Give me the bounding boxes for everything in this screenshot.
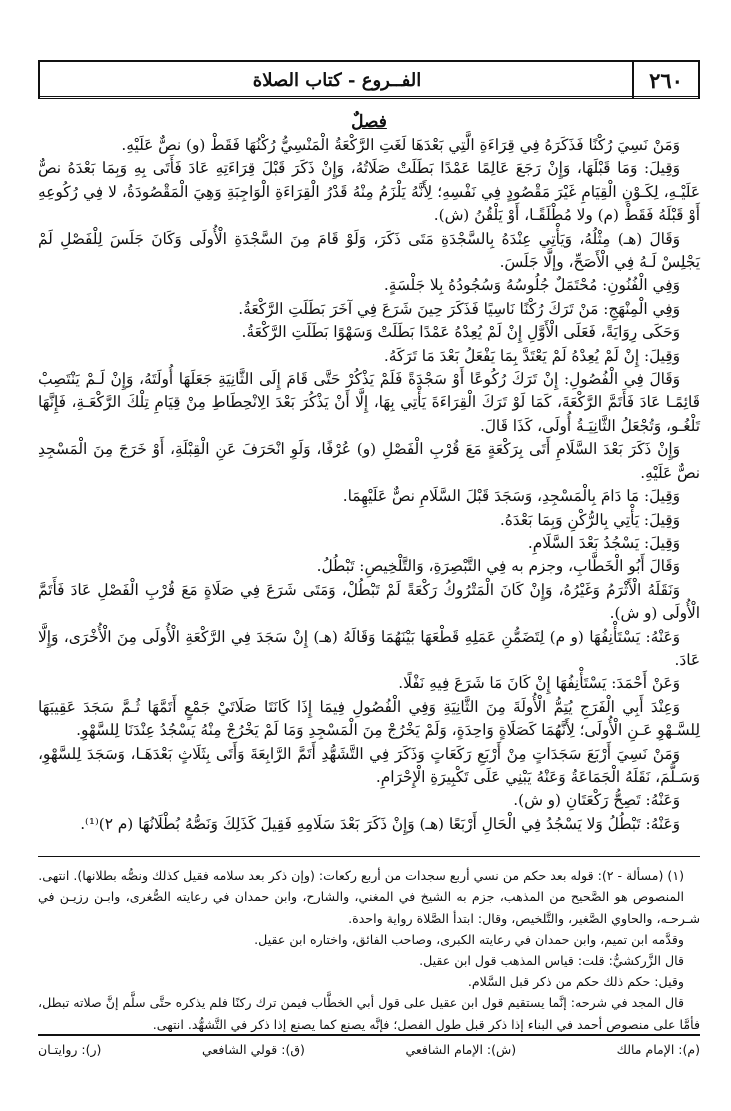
legend-two-narrations: (ر): روايتـان [38, 1042, 102, 1057]
footnote: وقيل: حكم ذلك حكم من ذكر قبل السَّلام. [467, 974, 684, 990]
footnote-separator [38, 856, 700, 857]
paragraph: وَعَنْهُ: تَصِحُّ رَكْعَتَانِ (و ش). [513, 791, 680, 810]
paragraph: وَإِنْ ذَكَرَ بَعْدَ السَّلَامِ أَتَى بِرَكْعَةٍ مَعَ قُرْبِ الْفَصْلِ (و) عُرْفًا، وَلَوِ انْحَرَفَ عَنِ الْقِبْلَةِ، أَوْ خَرَجَ مِنَ الْمَسْجِدِ نصٌّ عَلَيْهِ. [38, 440, 700, 482]
page-header [38, 60, 700, 98]
footnote: (١) (مسألة - ٢): قوله بعد حكم من نسي أربع سجدات من أربع ركعات: (وإن ذكر بعد سلامه فقيل كذلك ونصُّه بطلانها). انتهى. [38, 868, 684, 884]
paragraph: وَنَقَلَهُ الْأَثْرَمُ وَغَيْرُهُ، وَإِنْ كَانَ الْمَتْرُوكُ رَكْعَةً لَمْ تَبْطُلْ، وَمَتَى شَرَعَ فِي صَلَاةٍ مَعَ قُرْبِ الْفَصْلِ عَادَ فَأَتَمَّ الْأُولَى (و ش). [38, 580, 700, 623]
paragraph: وَقَالَ فِي الْفُصُولِ: إِنْ تَرَكَ رُكُوعًا أَوْ سَجْدَةً فَلَمْ يَذْكُرْ حَتَّى قَامَ إِلَى الثَّانِيَةِ جَعَلَهَا أُولَتَهُ، وَإِنْ لَـمْ يَنْتَصِبْ قَائِمًـا عَادَ فَأَتَمَّ الرَّكْعَةَ، كَمَا لَوْ تَرَكَ الْقِرَاءَةَ يَأْتِي بِهَا، إِلَّا أَنْ يَذْكُرَ بَعْدَ الِانْحِطَاطِ مِنْ قِيَامِ تِلْكَ الرَّكْعَـةِ، فَإِنَّهَا تَلْغُـو، وَتُجْعَلُ الثَّانِيَـةُ أُولَى، كَذَا قَالَ. [38, 370, 700, 435]
paragraph: وَعَنْهُ: تَبْطُلُ وَلا يَسْجُدُ فِي الْحَالِ أَرْبَعًا (هـ) وَإِنْ ذَكَرَ بَعْدَ سَلَامِهِ فَقِيلَ كَذَلِكَ وَنَصُّهُ بُطْلَانُهَا (م ٢)⁽¹⁾. [80, 814, 680, 833]
page-number: ٢٦٠ [632, 62, 698, 98]
paragraph: وَمَنْ نَسِيَ أَرْبَعَ سَجَدَاتٍ مِنْ أَرْبَعِ رَكَعَاتٍ وَذَكَرَ فِي التَّشَهُّدِ أَتَمَّ الرَّابِعَةَ وَأَتَى بِثَلَاثٍ بَعْدَهَـا، وَسَجَدَ لِلسَّهْوِ، وَسَـلَّمَ، نَقَلَهُ الْجَمَاعَةُ وَعَنْهُ يَبْنِي عَلَى تَكْبِيرَةِ الْإِحْرَامِ. [38, 744, 700, 786]
running-title: الفــروع - كتاب الصلاة [252, 69, 422, 91]
legend-shafii-two-opinions: (ق): قولي الشافعي [201, 1042, 305, 1057]
abbreviation-legend [38, 1034, 700, 1057]
paragraph: وَقِيلَ: يَسْجُدُ بَعْدَ السَّلَامِ. [527, 533, 680, 552]
section-heading: فصلٌ [351, 112, 387, 132]
paragraph: وَقَالَ أَبُو الْخَطَّابِ، وجزم به فِي التَّبْصِرَةِ، وَالتَّلْخِيصِ: تَبْطُلُ. [316, 557, 680, 576]
paragraph: وَقِيلَ: يَأْتِي بِالرُّكْنِ وَبِمَا بَعْدَهُ. [499, 510, 680, 529]
paragraph: وَفِي الْفُنُونِ: مُحْتَمَلٌ جُلُوسُهُ وَسُجُودُهُ بِلا جَلْسَةٍ. [383, 276, 680, 295]
paragraph: وَقِيلَ: مَا دَامَ بِالْمَسْجِدِ، وَسَجَدَ قَبْلَ السَّلَامِ نصٌّ عَلَيْهِمَا. [342, 487, 680, 506]
legend-shafii: (ش): الإمام الشافعي [405, 1042, 517, 1057]
paragraph: وَقَالَ (هـ) مِثْلُهُ، وَيَأْتِي عِنْدَهُ بِالسَّجْدَةِ مَتَى ذَكَرَ، وَلَوْ قَامَ مِنَ السَّجْدَةِ الْأُولَى وَكَانَ جَلَسَ لِلْفَصْلِ لَمْ يَجْلِسْ لَـهُ فِي الْأَصَحِّ، وإلَّا جَلَسَ. [38, 229, 700, 272]
footnote: قال المجد في شرحه: إنَّما يستقيم قول ابن عقيل على قول أبي الخطَّاب فيمن ترك ركنًا فلم يذكره حتَّى سلَّم إنَّ صلاته تبطل، فأمَّا على منصوص أحمد في البناء إذا ذكر قبل طول الفصل؛ فإنَّه يصنع كما يصنع إذا ذكر في التَّشهُّد. انتهى. [38, 995, 700, 1032]
header-rule [38, 96, 700, 99]
paragraph: وَقِيلَ: وَمَا قَبْلَهَا، وَإِنْ رَجَعَ عَالِمًا عَمْدًا بَطَلَتْ صَلَاتُهُ، وَإِنْ ذَكَرَ قَبْلَ قِرَاءَتِهِ عَادَ فَأَتَى بِهِ وَبِمَا بَعْدَهُ نصٌّ عَلَيْـهِ، لِكَـوْنِ الْقِيَامِ غَيْرَ مَقْصُودٍ فِي نَفْسِهِ؛ لِأَنَّهُ يَلْزَمُ مِنْهُ قَدْرُ الْقِرَاءَةِ الْوَاجِبَةِ وَهِيَ الْمَقْصُودَةُ، لا فِي رُكُوعِهِ أَوْ قَبْلَهُ فَقَطْ (م) ولا مُطْلَقًـا، أَوْ يَلْقُنُ (ش). [38, 159, 700, 225]
footnote: وقدَّمه ابن تميم، وابن حمدان في رعايته الكبرى، وصاحب الفائق، واختاره ابن عقيل. [254, 931, 684, 947]
footnote: قال الزَّركشيُّ: قلت: قياس المذهب قول ابن عقيل. [419, 953, 684, 968]
paragraph: وَمَنْ نَسِيَ رُكْنًا فَذَكَرَهُ فِي قِرَاءَةِ الَّتِي بَعْدَهَا لَغَتِ الرَّكْعَةُ الْمَنْسِيُّ رُكْنُهَا فَقَطْ (و) نصٌّ عَلَيْهِ. [121, 136, 680, 154]
paragraph: وَقِيلَ: إِنْ لَمْ يُعِدْهُ لَمْ يَعْتَدَّ بِمَا يَفْعَلُ بَعْدَ مَا تَرَكَهُ. [383, 346, 680, 365]
body-text [38, 134, 700, 836]
footnote: المنصوص هو الصَّحيح من المذهب، جزم به الشيخ في المغني، والشارح، وابن حمدان في رعايته الصُّغرى، وابـن رزيـن في شـرحـه، والحاوي الصَّغير، والتَّلخيص، وقال: ابتدأ الصَّلاة رواية واحدة. [38, 889, 700, 926]
paragraph: وَعَنْهُ: يَسْتَأْنِفُهَا (و م) لِتَضَمُّنِ عَمَلِهِ قَطْعَهَا بَيْنَهُمَا وَقَالَهُ (هـ) إِنْ سَجَدَ فِي الرَّكْعَةِ الْأُولَى مِنَ الْأُخْرَى، وَإِلَّا عَادَ. [38, 627, 700, 669]
legend-malik: (م): الإمام مالك [616, 1042, 700, 1057]
paragraph: وَحَكَى رِوَايَةً، فَعَلَى الْأَوَّلِ إِنْ لَمْ يُعِدْهُ عَمْدًا بَطَلَتْ وَسَهْوًا بَطَلَتِ الرَّكْعَةُ. [241, 323, 680, 342]
paragraph: وَعِنْدَ أَبِي الْفَرَجِ يُتِمُّ الْأُولَةَ مِنَ الثَّانِيَةِ وَفِي الْفُصُولِ فِيمَا إِذَا كَانَتَا صَلَاتَيْ جَمْعٍ أَتَمَّهَا ثُـمَّ سَجَدَ عَقِيبَهَا لِلسَّـهْوِ عَـنِ الْأُولَى؛ لِأَنَّهُمَا كَصَلَاةٍ وَاحِدَةٍ، وَلَمْ يَخْرُجْ مِنَ الْمَسْجِدِ وَمَا لَمْ يَخْرُجْ مِنْهُ يَسْجُدُ عِنْدَنَا لِلسَّهْوِ. [38, 697, 700, 740]
paragraph: وَفِي الْمِنْهَجِ: مَنْ تَرَكَ رُكْنًا نَاسِيًا فَذَكَرَ حِينَ شَرَعَ فِي آخَرَ بَطَلَتِ الرَّكْعَةُ. [238, 299, 680, 318]
paragraph: وَعَنْ أَحْمَدَ: يَسْتَأْنِفُهَا إِنْ كَانَ مَا شَرَعَ فِيهِ نَفْلًا. [398, 674, 680, 693]
page [38, 60, 700, 1070]
footnotes [38, 865, 700, 1035]
